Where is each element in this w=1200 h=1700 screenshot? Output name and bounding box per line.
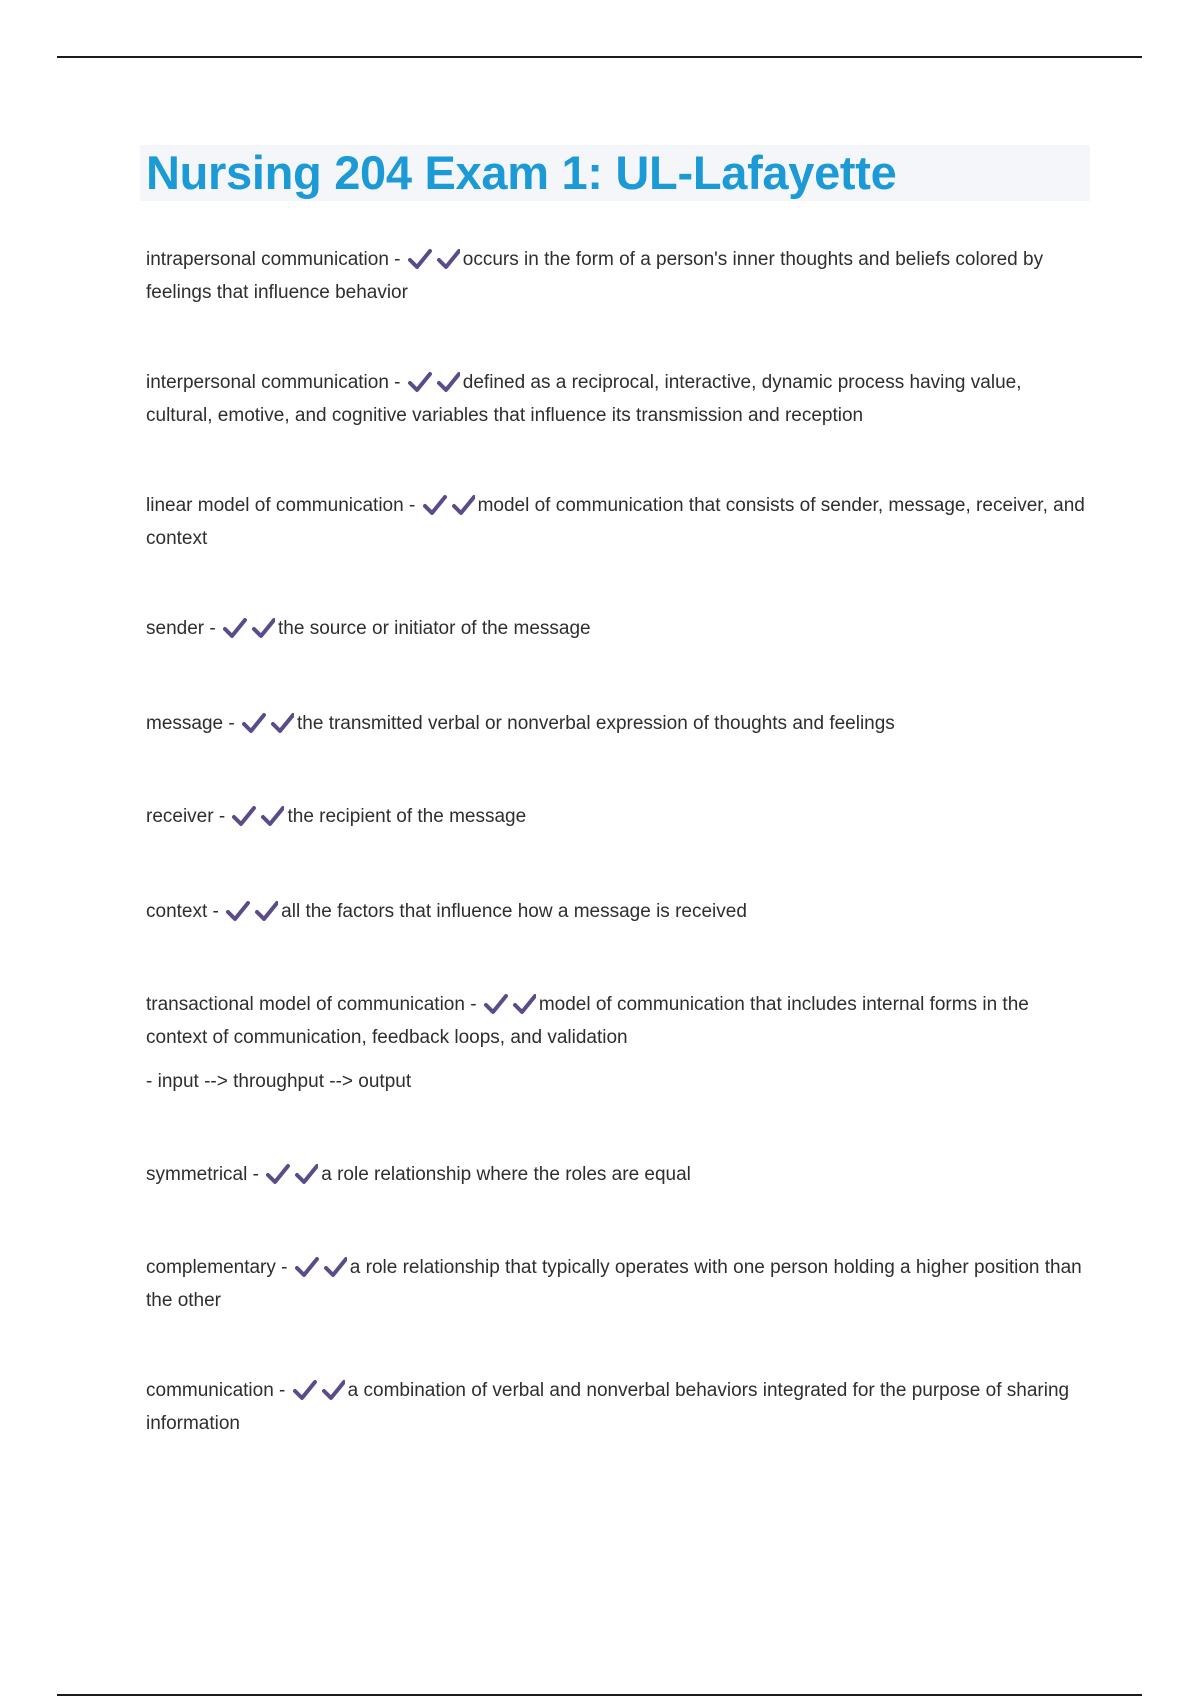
definition: model of communication that consists of sender, message, receiver, and context	[146, 495, 1085, 549]
double-check-icon	[295, 1256, 347, 1286]
definition: occurs in the form of a person's inner thoughts and beliefs colored by feelings that influence behavior	[146, 249, 1044, 303]
double-check-icon	[423, 494, 475, 524]
double-check-icon	[293, 1379, 345, 1409]
term: symmetrical	[146, 1164, 248, 1185]
definition: all the factors that influence how a message is received	[281, 901, 747, 922]
term: complementary	[146, 1257, 276, 1278]
definition: defined as a reciprocal, interactive, dynamic process having value, cultural, emotive, and cognitive variables that influence its transmission and reception	[146, 372, 1022, 426]
term: linear model of communication	[146, 495, 404, 516]
term: transactional model of communication	[146, 994, 465, 1015]
double-check-icon	[226, 900, 278, 930]
definition: model of communication that includes internal forms in the context of communication, feedback loops, and validation	[146, 994, 1029, 1048]
separator: -	[204, 618, 221, 639]
bottom-rule	[57, 1694, 1142, 1696]
separator: -	[464, 994, 482, 1015]
term: sender	[146, 618, 205, 639]
double-check-icon	[408, 371, 460, 401]
double-check-icon	[484, 993, 536, 1023]
separator: -	[207, 901, 225, 922]
flashcard-entry	[146, 1376, 1091, 1439]
definition: a role relationship where the roles are equal	[321, 1164, 691, 1185]
term: context	[146, 901, 208, 922]
flashcard-entry	[146, 802, 1091, 835]
flashcard-entry	[146, 614, 1091, 647]
separator: -	[388, 372, 406, 393]
flashcard-entry	[146, 1160, 1091, 1193]
page-title: Nursing 204 Exam 1: UL-Lafayette	[146, 146, 897, 199]
flashcard-entry	[146, 990, 1091, 1097]
definition: the source or initiator of the message	[278, 618, 591, 639]
double-check-icon	[223, 617, 275, 647]
separator: -	[273, 1380, 291, 1401]
flashcard-entry	[146, 368, 1091, 431]
definition: the recipient of the message	[287, 806, 527, 827]
flashcard-entry	[146, 897, 1091, 930]
term: intrapersonal communication	[146, 249, 389, 270]
flashcard-entry	[146, 709, 1091, 742]
definition: a combination of verbal and nonverbal behaviors integrated for the purpose of sharing information	[146, 1380, 1070, 1434]
double-check-icon	[266, 1163, 318, 1193]
separator: -	[213, 806, 231, 827]
double-check-icon	[408, 248, 460, 278]
definition: the transmitted verbal or nonverbal expression of thoughts and feelings	[297, 713, 895, 734]
flashcard-entry	[146, 245, 1091, 308]
top-rule	[57, 56, 1142, 58]
double-check-icon	[232, 805, 284, 835]
separator: -	[403, 495, 421, 516]
term: interpersonal communication	[146, 372, 389, 393]
separator: -	[223, 713, 240, 734]
separator: -	[275, 1257, 293, 1278]
flashcard-entry	[146, 491, 1091, 554]
term: communication	[146, 1380, 274, 1401]
term: receiver	[146, 806, 214, 827]
separator: -	[247, 1164, 265, 1185]
definition: a role relationship that typically operates with one person holding a higher position than the other	[146, 1257, 1082, 1311]
term: message	[146, 713, 224, 734]
flashcard-entry	[146, 1253, 1091, 1316]
separator: -	[388, 249, 406, 270]
double-check-icon	[242, 712, 294, 742]
extra-note: - input --> throughput --> output	[146, 1071, 412, 1092]
